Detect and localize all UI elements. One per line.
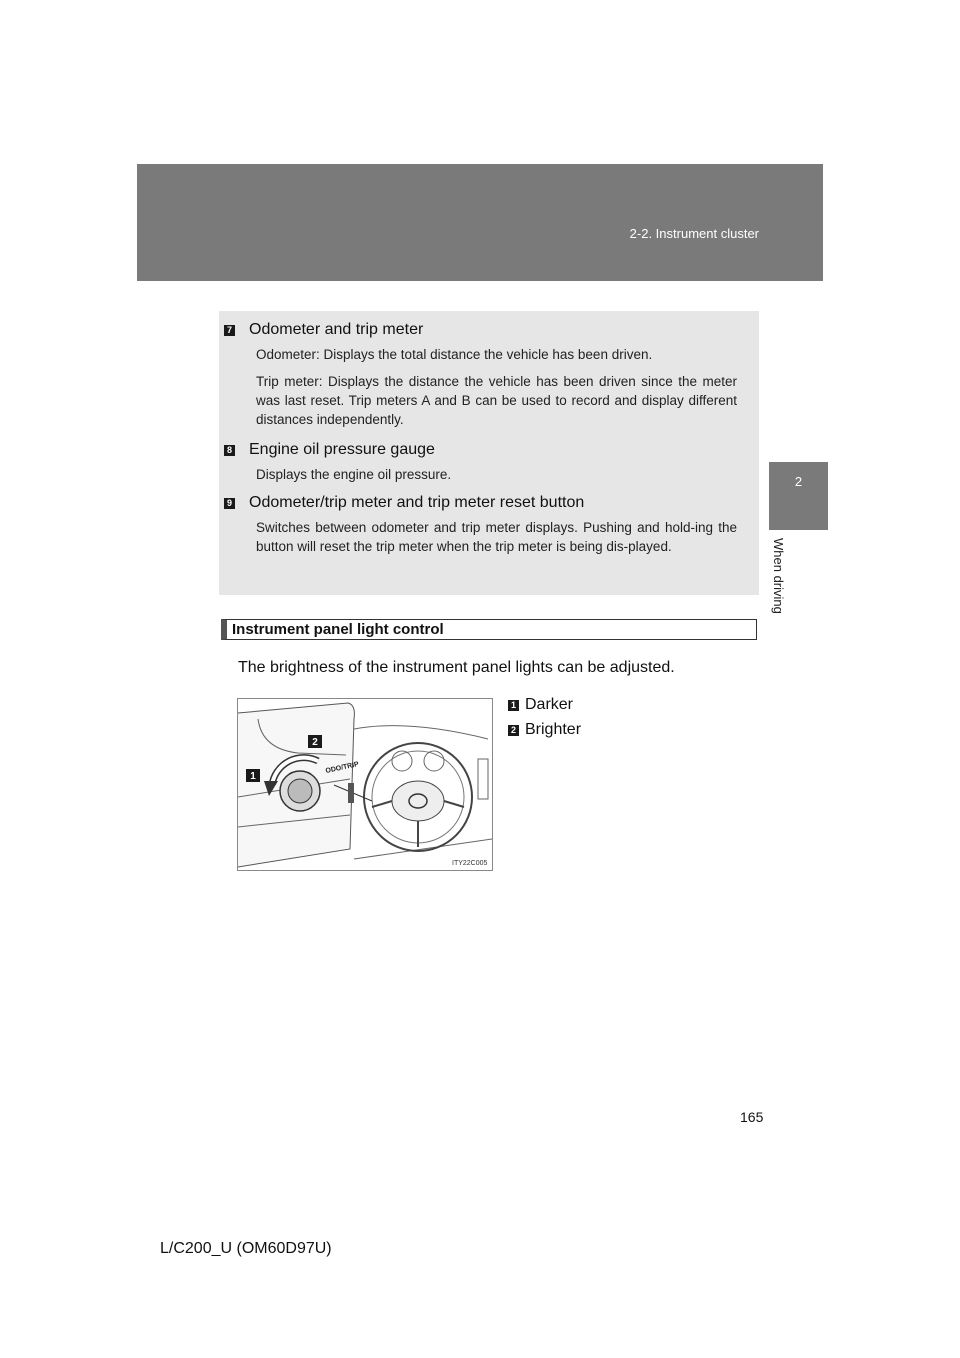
item-paragraph: Trip meter: Displays the distance the vehicle has been driven since the meter was last reset. Trip meters A and B can be used to record and display different distances independently. xyxy=(256,374,737,427)
knob-label: ODO/TRIP xyxy=(324,761,360,775)
legend-item-darker xyxy=(508,696,581,714)
badge-7: 7 xyxy=(224,325,235,336)
info-item-odometer xyxy=(219,321,759,437)
item-title: Odometer and trip meter xyxy=(249,321,424,338)
info-item-oil-pressure xyxy=(219,441,759,492)
chapter-number: 2 xyxy=(794,474,803,489)
info-box xyxy=(219,311,759,595)
footer-code: L/C200_U (OM60D97U) xyxy=(160,1240,332,1257)
badge-9: 9 xyxy=(224,498,235,509)
badge-1: 1 xyxy=(508,700,519,711)
badge-2: 2 xyxy=(508,725,519,736)
dashboard-drawing xyxy=(238,699,492,870)
page-number: 165 xyxy=(740,1109,764,1125)
callout-2: 2 xyxy=(312,737,318,748)
legend-label: Brighter xyxy=(525,721,582,738)
section-title: 2-2. Instrument cluster xyxy=(629,226,759,241)
badge-8: 8 xyxy=(224,445,235,456)
item-title: Engine oil pressure gauge xyxy=(249,441,435,458)
header-band xyxy=(137,164,823,281)
item-paragraph: Displays the engine oil pressure. xyxy=(256,467,452,482)
section-heading: Instrument panel light control xyxy=(221,619,757,640)
item-paragraph: Switches between odometer and trip meter displays. Pushing and hold-ing the button will reset the trip meter when the trip meter is being dis-played. xyxy=(256,520,737,554)
section-body: The brightness of the instrument panel lights can be adjusted. xyxy=(238,659,675,676)
item-paragraph: Odometer: Displays the total distance the vehicle has been driven. xyxy=(256,347,653,362)
callout-1: 1 xyxy=(250,771,256,782)
dashboard-illustration xyxy=(237,698,493,871)
info-item-reset-button xyxy=(219,494,759,564)
legend-item-brighter xyxy=(508,721,581,739)
figure-legend xyxy=(508,696,581,746)
chapter-tab xyxy=(769,462,828,530)
figure-code: ITY22C005 xyxy=(452,860,488,867)
legend-label: Darker xyxy=(525,696,574,713)
item-title: Odometer/trip meter and trip meter reset button xyxy=(249,494,585,511)
chapter-label: When driving xyxy=(771,538,786,614)
